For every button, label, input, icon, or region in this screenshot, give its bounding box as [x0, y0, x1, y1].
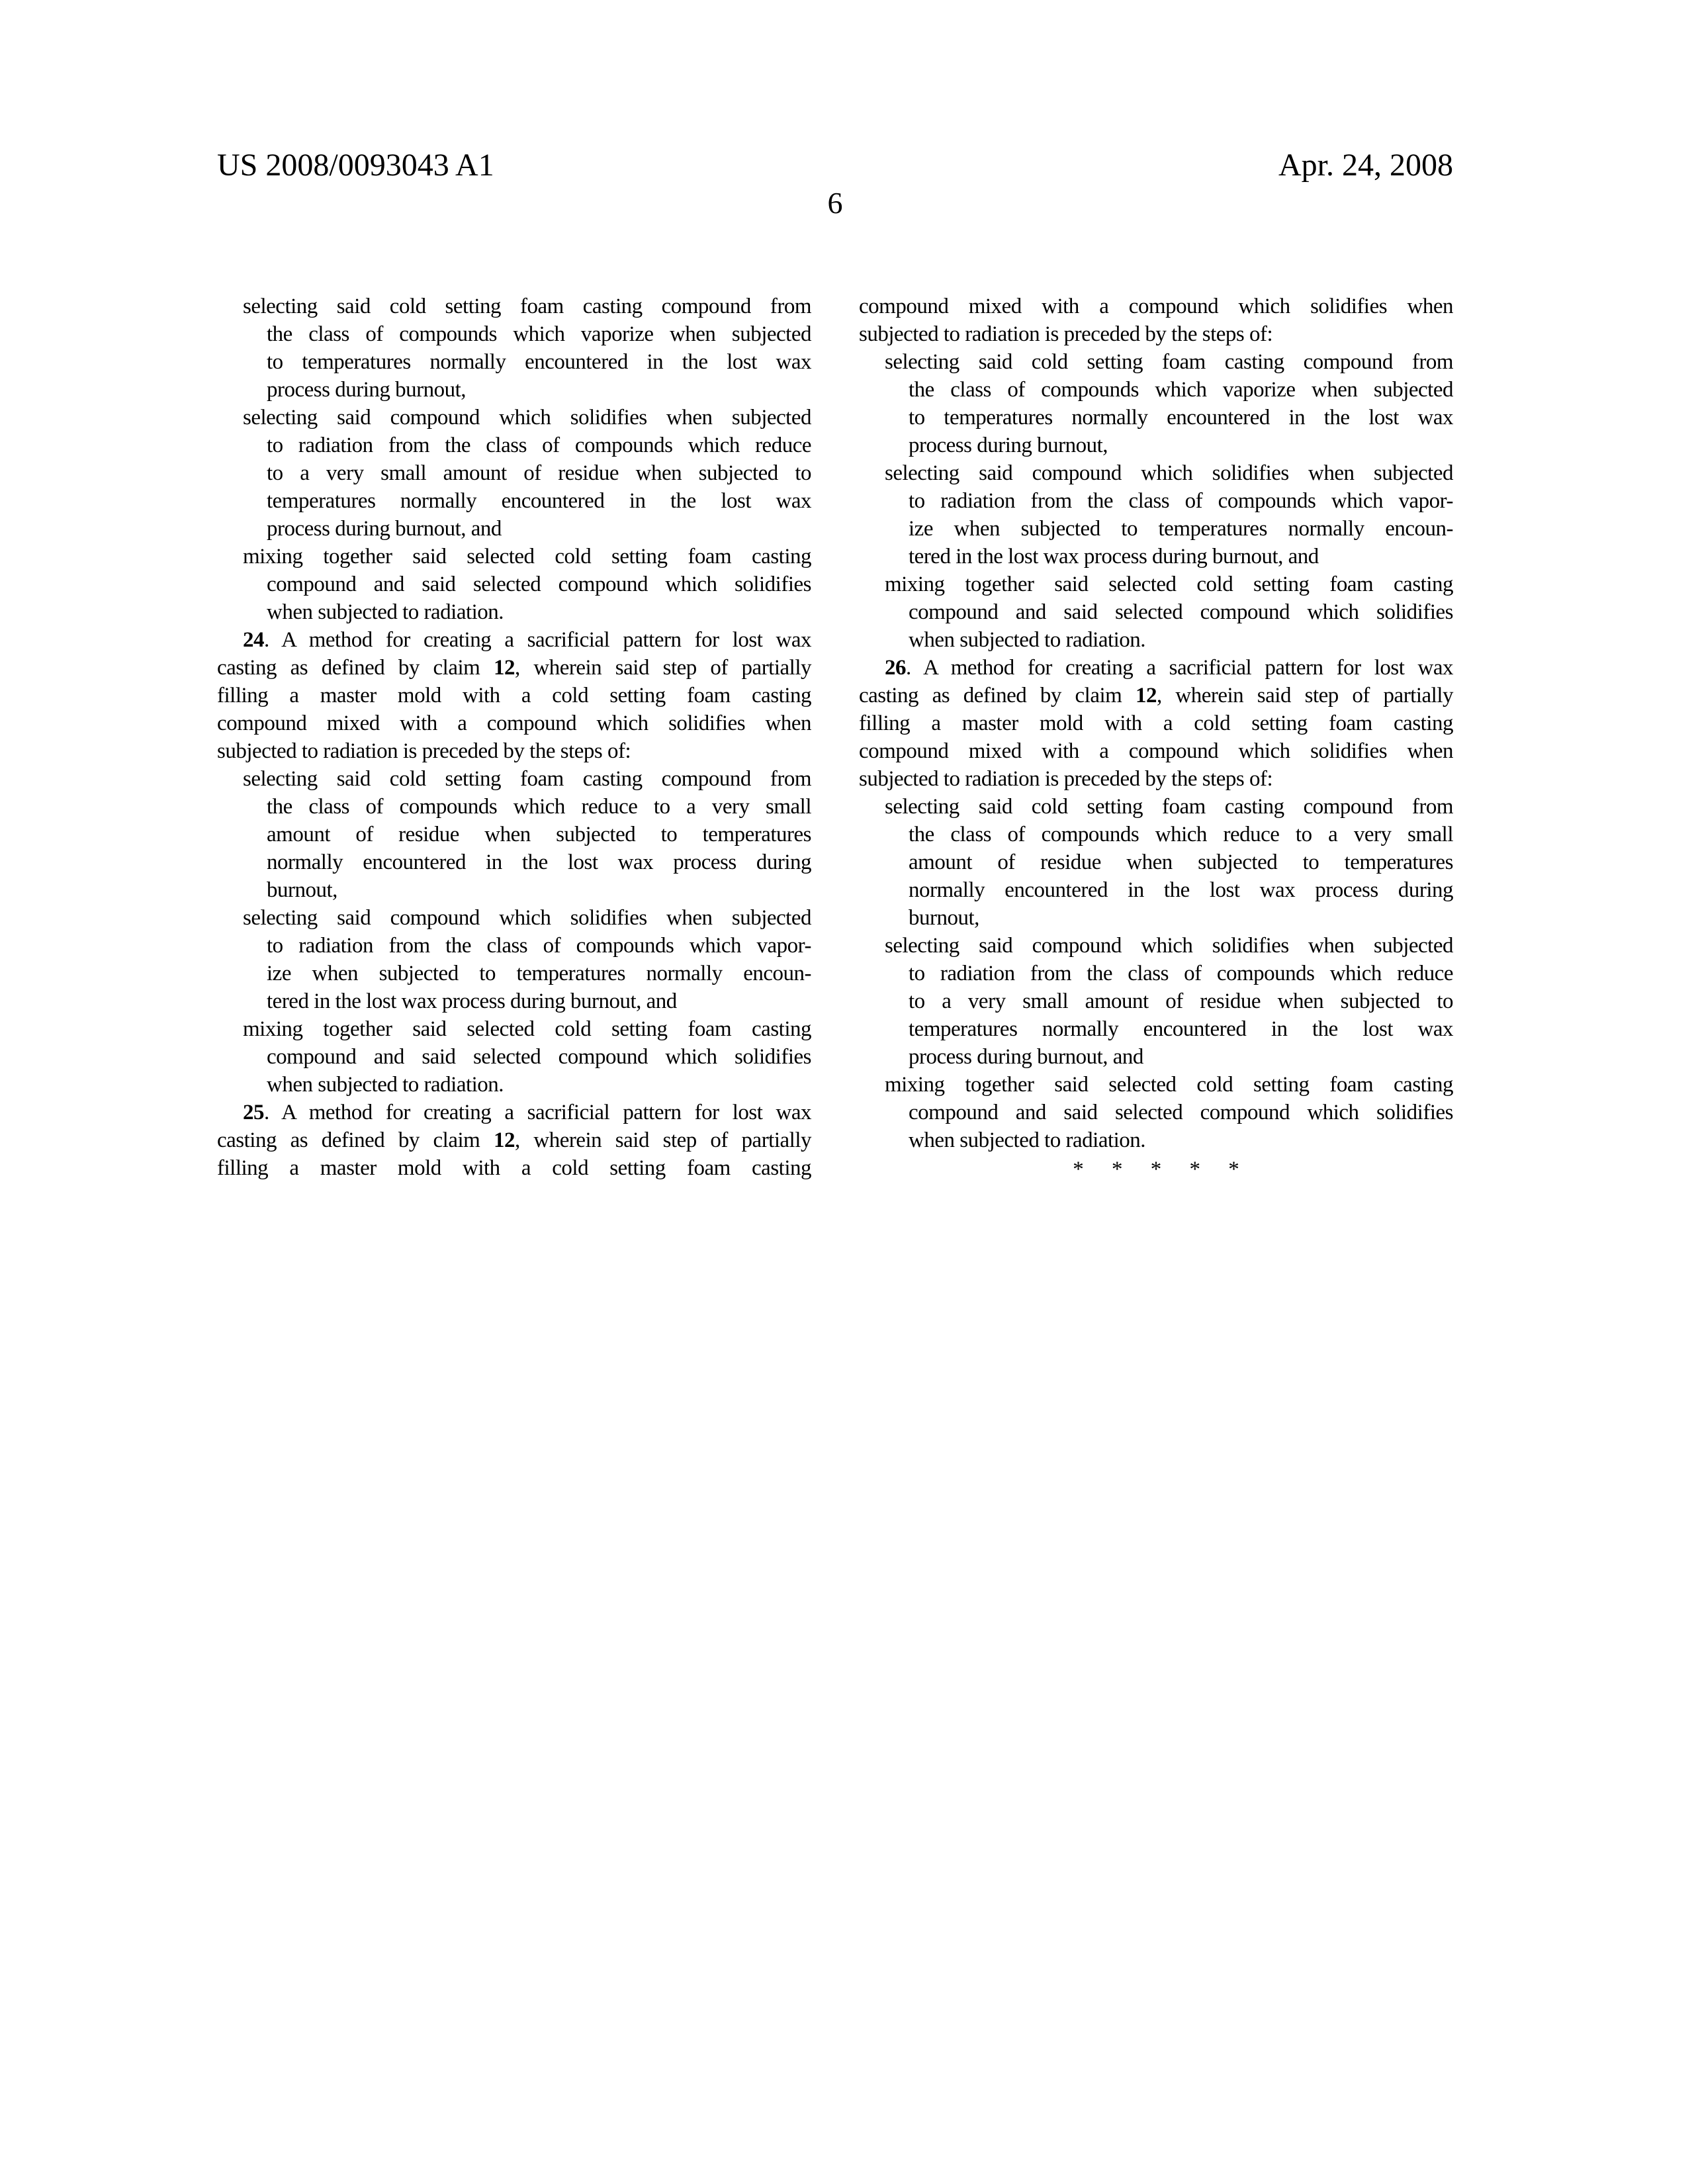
text-line — [217, 793, 811, 821]
text-segment: selecting said compound which solidifies when subjected — [885, 461, 1453, 485]
text-segment: the class of compounds which reduce to a very small — [267, 795, 811, 819]
page-header — [217, 148, 1453, 183]
text-segment: compound mixed with a compound which solidifies when — [217, 711, 811, 735]
text-segment: casting as defined by claim — [859, 684, 1136, 707]
text-line — [859, 432, 1453, 459]
text-line — [859, 1015, 1453, 1043]
text-segment: filling a master mold with a cold setting foam casting — [217, 684, 811, 707]
text-line — [859, 876, 1453, 904]
step-selecting-compound-reduce-2 — [859, 793, 1453, 932]
right-column — [859, 293, 1453, 1183]
text-line — [859, 1156, 1453, 1183]
text-line — [859, 682, 1453, 709]
text-segment: tered in the lost wax process during burnout, and — [909, 545, 1319, 569]
text-line — [859, 404, 1453, 432]
text-segment: to radiation from the class of compounds which vapor- — [267, 934, 811, 958]
text-segment: mixing together said selected cold setting foam casting — [243, 1017, 811, 1041]
text-line — [217, 932, 811, 960]
step-selecting-compound-solidifies — [217, 404, 811, 543]
step-mixing-together — [217, 543, 811, 626]
text-line — [859, 515, 1453, 543]
text-line — [217, 821, 811, 848]
claim-number: 24 — [243, 628, 264, 652]
text-line — [217, 1099, 811, 1126]
text-line — [217, 654, 811, 682]
claim-reference: 12 — [493, 1128, 515, 1152]
text-line — [217, 404, 811, 432]
text-line — [217, 709, 811, 737]
text-segment: subjected to radiation is preceded by the steps of: — [859, 322, 1273, 346]
text-segment: mixing together said selected cold setting foam casting — [885, 572, 1453, 596]
text-line — [217, 1071, 811, 1099]
text-line — [217, 320, 811, 348]
text-segment: compound and said selected compound which solidifies — [909, 1101, 1453, 1124]
text-segment: when subjected to radiation. — [267, 1073, 504, 1097]
text-segment: to radiation from the class of compounds which reduce — [267, 433, 811, 457]
text-line — [859, 904, 1453, 932]
text-line — [217, 737, 811, 765]
text-segment: when subjected to radiation. — [909, 628, 1146, 652]
claim-25-continuation — [859, 293, 1453, 348]
text-line — [859, 293, 1453, 320]
text-segment: burnout, — [267, 878, 337, 902]
publication-number: US 2008/0093043 A1 — [217, 148, 494, 183]
text-segment: compound and said selected compound which solidifies — [267, 1045, 811, 1069]
text-segment: to temperatures normally encountered in the lost wax — [909, 406, 1453, 430]
text-line — [217, 515, 811, 543]
publication-date: Apr. 24, 2008 — [1278, 148, 1453, 183]
text-segment: to a very small amount of residue when subjected to — [267, 461, 811, 485]
text-segment: selecting said cold setting foam casting compound from — [243, 767, 811, 791]
text-segment: normally encountered in the lost wax process during — [909, 878, 1453, 902]
text-segment: ize when subjected to temperatures normally encoun- — [267, 962, 811, 985]
text-segment: process during burnout, and — [267, 517, 502, 541]
text-segment: mixing together said selected cold setting foam casting — [885, 1073, 1453, 1097]
text-line — [859, 626, 1453, 654]
claim-reference: 12 — [1135, 684, 1157, 707]
text-line — [859, 932, 1453, 960]
text-segment: * * * * * — [1073, 1158, 1239, 1181]
claim-24-paragraph — [217, 626, 811, 765]
text-segment: , wherein said step of partially — [514, 656, 812, 680]
text-segment: selecting said cold setting foam casting compound from — [243, 295, 811, 318]
text-segment: to radiation from the class of compounds which vapor- — [909, 489, 1453, 513]
page-number: 6 — [827, 186, 843, 220]
text-segment: to temperatures normally encountered in the lost wax — [267, 350, 811, 374]
text-segment: the class of compounds which reduce to a very small — [909, 823, 1453, 846]
step-mixing-together-4 — [859, 1071, 1453, 1154]
text-line — [859, 821, 1453, 848]
text-segment: , wherein said step of partially — [514, 1128, 812, 1152]
text-segment: . A method for creating a sacrificial pattern for lost wax — [906, 656, 1453, 680]
text-segment: selecting said compound which solidifies when subjected — [243, 906, 811, 930]
text-line — [217, 904, 811, 932]
text-line — [859, 1099, 1453, 1126]
text-segment: the class of compounds which vaporize when subjected — [909, 378, 1453, 402]
text-segment: . A method for creating a sacrificial pattern for lost wax — [264, 1101, 811, 1124]
text-line — [217, 293, 811, 320]
text-line — [217, 682, 811, 709]
text-segment: subjected to radiation is preceded by the steps of: — [859, 767, 1273, 791]
text-line — [217, 348, 811, 376]
claim-reference: 12 — [493, 656, 515, 680]
text-segment: amount of residue when subjected to temperatures — [267, 823, 811, 846]
text-line — [217, 598, 811, 626]
text-line — [217, 543, 811, 570]
text-line — [859, 960, 1453, 987]
claim-26-paragraph — [859, 654, 1453, 793]
text-line — [859, 376, 1453, 404]
step-selecting-compound-solidifies-reduce — [859, 932, 1453, 1071]
step-mixing-together-3 — [859, 570, 1453, 654]
text-segment: filling a master mold with a cold setting foam casting — [859, 711, 1453, 735]
text-segment: casting as defined by claim — [217, 1128, 494, 1152]
text-line — [217, 765, 811, 793]
text-line — [217, 570, 811, 598]
claim-25-paragraph — [217, 1099, 811, 1182]
text-line — [859, 709, 1453, 737]
step-mixing-together-2 — [217, 1015, 811, 1099]
text-line — [217, 1154, 811, 1182]
step-selecting-compound-reduce — [217, 765, 811, 904]
text-segment: selecting said cold setting foam casting compound from — [885, 795, 1453, 819]
text-line — [859, 320, 1453, 348]
text-segment: ize when subjected to temperatures normally encoun- — [909, 517, 1453, 541]
text-line — [217, 987, 811, 1015]
text-line — [859, 598, 1453, 626]
text-segment: subjected to radiation is preceded by the steps of: — [217, 739, 631, 763]
text-segment: temperatures normally encountered in the lost wax — [267, 489, 811, 513]
claim-number: 26 — [885, 656, 906, 680]
text-line — [859, 487, 1453, 515]
text-line — [859, 1126, 1453, 1154]
left-column — [217, 293, 811, 1183]
text-line — [217, 376, 811, 404]
text-line — [859, 737, 1453, 765]
step-selecting-compound-vaporize-2 — [859, 348, 1453, 459]
text-line — [217, 876, 811, 904]
text-line — [859, 570, 1453, 598]
text-segment: the class of compounds which vaporize when subjected — [267, 322, 811, 346]
step-selecting-compound-solidifies-vaporize — [217, 904, 811, 1015]
text-line — [217, 960, 811, 987]
step-selecting-compound-solidifies-vaporize-2 — [859, 459, 1453, 570]
text-segment: process during burnout, and — [909, 1045, 1143, 1069]
text-segment: selecting said compound which solidifies when subjected — [885, 934, 1453, 958]
text-line — [217, 432, 811, 459]
text-line — [859, 848, 1453, 876]
text-segment: normally encountered in the lost wax process during — [267, 850, 811, 874]
text-segment: process during burnout, — [909, 433, 1108, 457]
text-segment: filling a master mold with a cold setting foam casting — [217, 1156, 811, 1180]
text-line — [217, 1126, 811, 1154]
text-segment: when subjected to radiation. — [909, 1128, 1146, 1152]
text-segment: casting as defined by claim — [217, 656, 494, 680]
text-line — [859, 459, 1453, 487]
text-line — [859, 987, 1453, 1015]
text-line — [859, 348, 1453, 376]
text-segment: temperatures normally encountered in the lost wax — [909, 1017, 1453, 1041]
text-segment: tered in the lost wax process during burnout, and — [267, 989, 677, 1013]
text-segment: compound and said selected compound which solidifies — [267, 572, 811, 596]
text-segment: to a very small amount of residue when subjected to — [909, 989, 1453, 1013]
text-segment: burnout, — [909, 906, 979, 930]
text-segment: mixing together said selected cold setting foam casting — [243, 545, 811, 569]
text-segment: selecting said cold setting foam casting compound from — [885, 350, 1453, 374]
end-of-claims-separator — [859, 1156, 1453, 1183]
text-segment: compound and said selected compound which solidifies — [909, 600, 1453, 624]
text-line — [217, 459, 811, 487]
claims-text-body — [217, 293, 1453, 1183]
claim-number: 25 — [243, 1101, 264, 1124]
text-line — [217, 1043, 811, 1071]
step-selecting-compound-vaporize — [217, 293, 811, 404]
text-segment: when subjected to radiation. — [267, 600, 504, 624]
text-segment: to radiation from the class of compounds which reduce — [909, 962, 1453, 985]
text-segment: amount of residue when subjected to temperatures — [909, 850, 1453, 874]
text-line — [859, 1043, 1453, 1071]
text-line — [217, 487, 811, 515]
text-segment: , wherein said step of partially — [1156, 684, 1454, 707]
text-line — [859, 543, 1453, 570]
text-line — [217, 626, 811, 654]
text-segment: selecting said compound which solidifies when subjected — [243, 406, 811, 430]
text-line — [859, 654, 1453, 682]
text-line — [217, 848, 811, 876]
text-segment: process during burnout, — [267, 378, 467, 402]
text-segment: compound mixed with a compound which solidifies when — [859, 295, 1453, 318]
text-line — [217, 1015, 811, 1043]
text-segment: compound mixed with a compound which solidifies when — [859, 739, 1453, 763]
text-line — [859, 793, 1453, 821]
text-line — [859, 765, 1453, 793]
text-line — [859, 1071, 1453, 1099]
text-segment: . A method for creating a sacrificial pattern for lost wax — [264, 628, 811, 652]
